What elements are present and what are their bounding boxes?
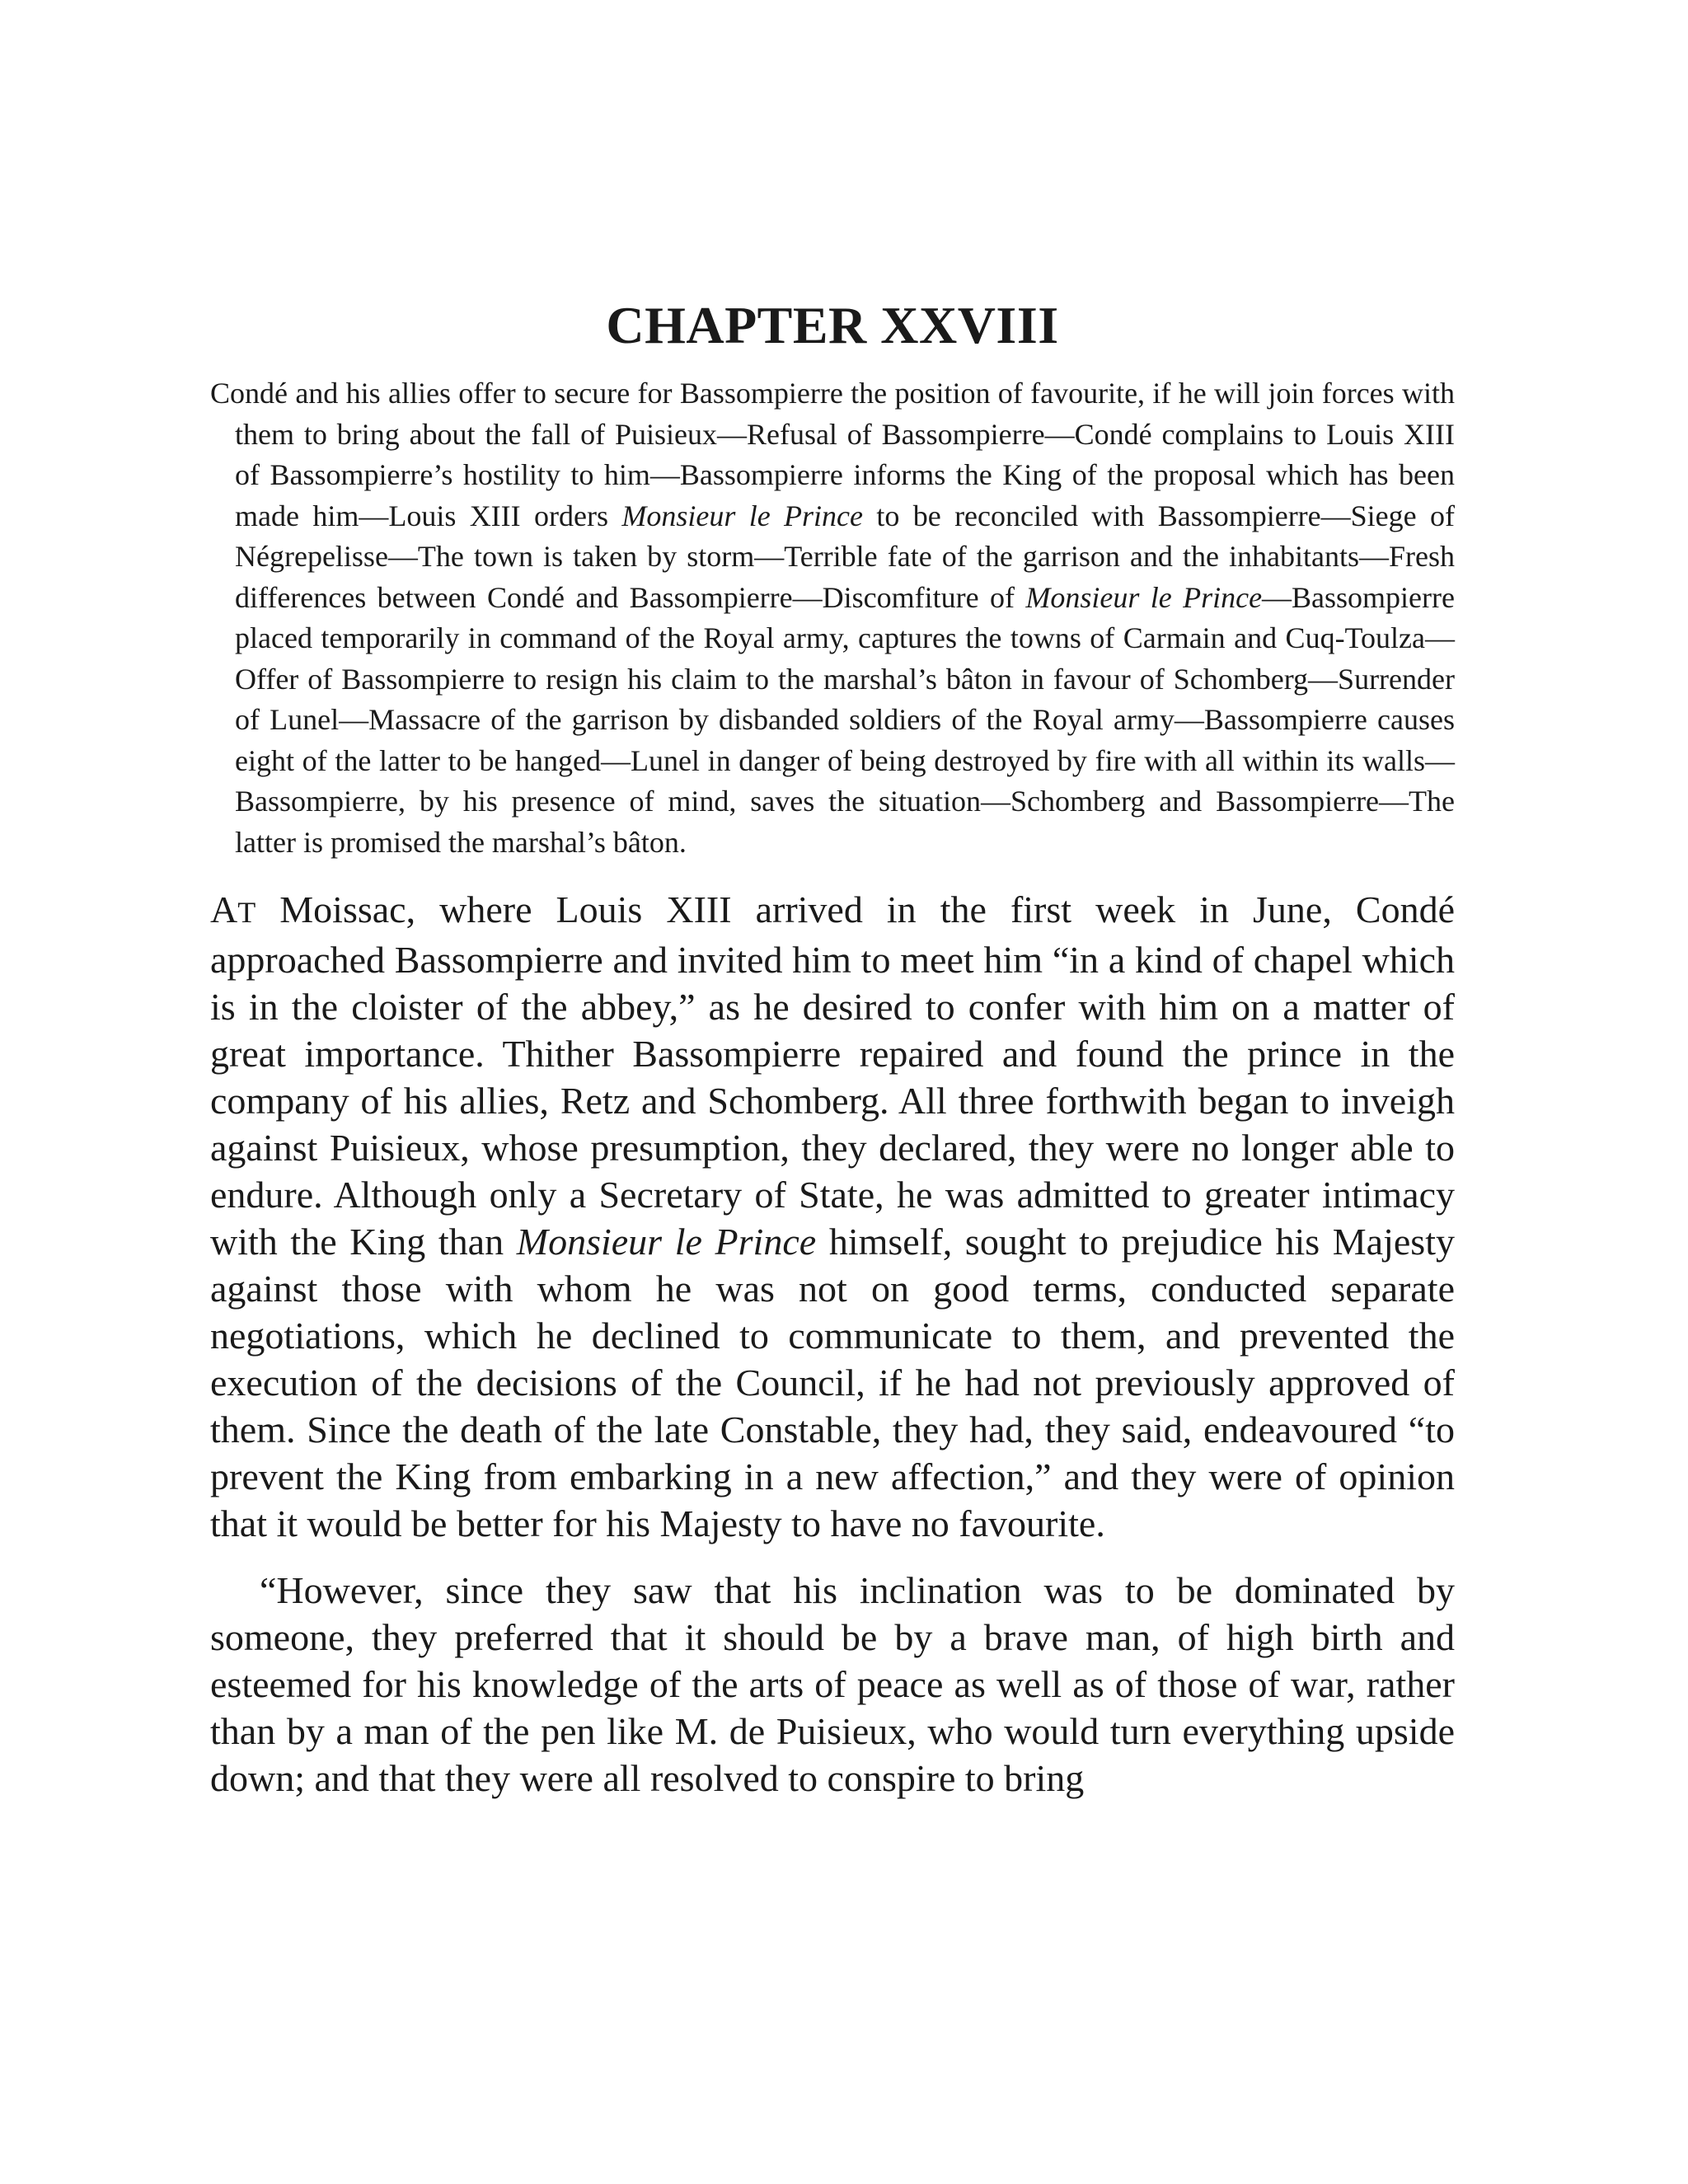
book-page bbox=[210, 293, 1455, 1821]
summary-text-1: Condé and his allies offer to secure for Bassompierre the position of favourite, if he will join forces with them to bring about the fall of Puisieux—Refusal of Bassompierre—Condé complains to Louis XIII of Bassompierre’s hostility to him—Bassompierre informs the King of the proposal which has been made him—Louis XIII orders bbox=[210, 377, 1455, 532]
summary-text-2: to be reconciled with Bassompierre—Siege of Négrepelisse—The town is taken by storm—Terrible fate of the garrison and the inhabitants—Fresh differences between Condé and Bassompierre—Discomfiture of bbox=[235, 499, 1455, 614]
summary-text-3: —Bassompierre placed temporarily in command of the Royal army, captures the towns of Carmain and Cuq-Toulza—Offer of Bassompierre to resign his claim to the marshal’s bâton in favour of Schomberg—Surrender of Lunel—Massacre of the garrison by disbanded soldiers of the Royal army—Bassompierre causes eight of the latter to be hanged—Lunel in danger of being destroyed by fire with all within its walls—Bassompierre, by his presence of mind, saves the situation—Schomberg and Bassompierre—The latter is promised the marshal’s bâton. bbox=[235, 580, 1455, 859]
body-paragraph-2: “However, since they saw that his inclination was to be dominated by someone, they preferred that it should be by a brave man, of high birth and esteemed for his knowledge of the arts of peace as well as of those of war, rather than by a man of the pen like M. de Puisieux, who would turn everything upside down; and that they were all resolved to conspire to bring bbox=[210, 1569, 1455, 1799]
lead-small-capital: T bbox=[237, 896, 256, 929]
lead-capital: A bbox=[210, 888, 238, 930]
summary-italic-2: Monsieur le Prince bbox=[1025, 580, 1263, 614]
summary-italic-1: Monsieur le Prince bbox=[621, 499, 863, 532]
body-paragraph-1 bbox=[210, 886, 1455, 1547]
chapter-title: CHAPTER XXVIII bbox=[606, 296, 1059, 354]
chapter-summary bbox=[210, 373, 1455, 863]
paragraph1-text-2: himself, sought to prejudice his Majesty against those with whom he was not on good terms, conducted separate negotiations, which he declined to communicate to them, and prevented the execution of the decisions of the Council, if he had not previously approved of them. Since the death of the late Constable, they had, they said, endeavoured “to prevent the King from embarking in a new affection,” and they were of opinion that it would be better for his Majesty to have no favourite. bbox=[210, 1221, 1455, 1544]
paragraph1-text-1: Moissac, where Louis XIII arrived in the first week in June, Condé approached Bassompierre and invited him to meet him “in a kind of chapel which is in the cloister of the abbey,” as he desired to confer with him on a matter of great importance. Thither Bassompierre repaired and found the prince in the company of his allies, Retz and Schomberg. All three forthwith began to inveigh against Puisieux, whose presumption, they declared, they were no longer able to endure. Although only a Secretary of State, he was admitted to greater intimacy with the King than bbox=[210, 888, 1455, 1263]
paragraph1-italic: Monsieur le Prince bbox=[516, 1221, 817, 1263]
